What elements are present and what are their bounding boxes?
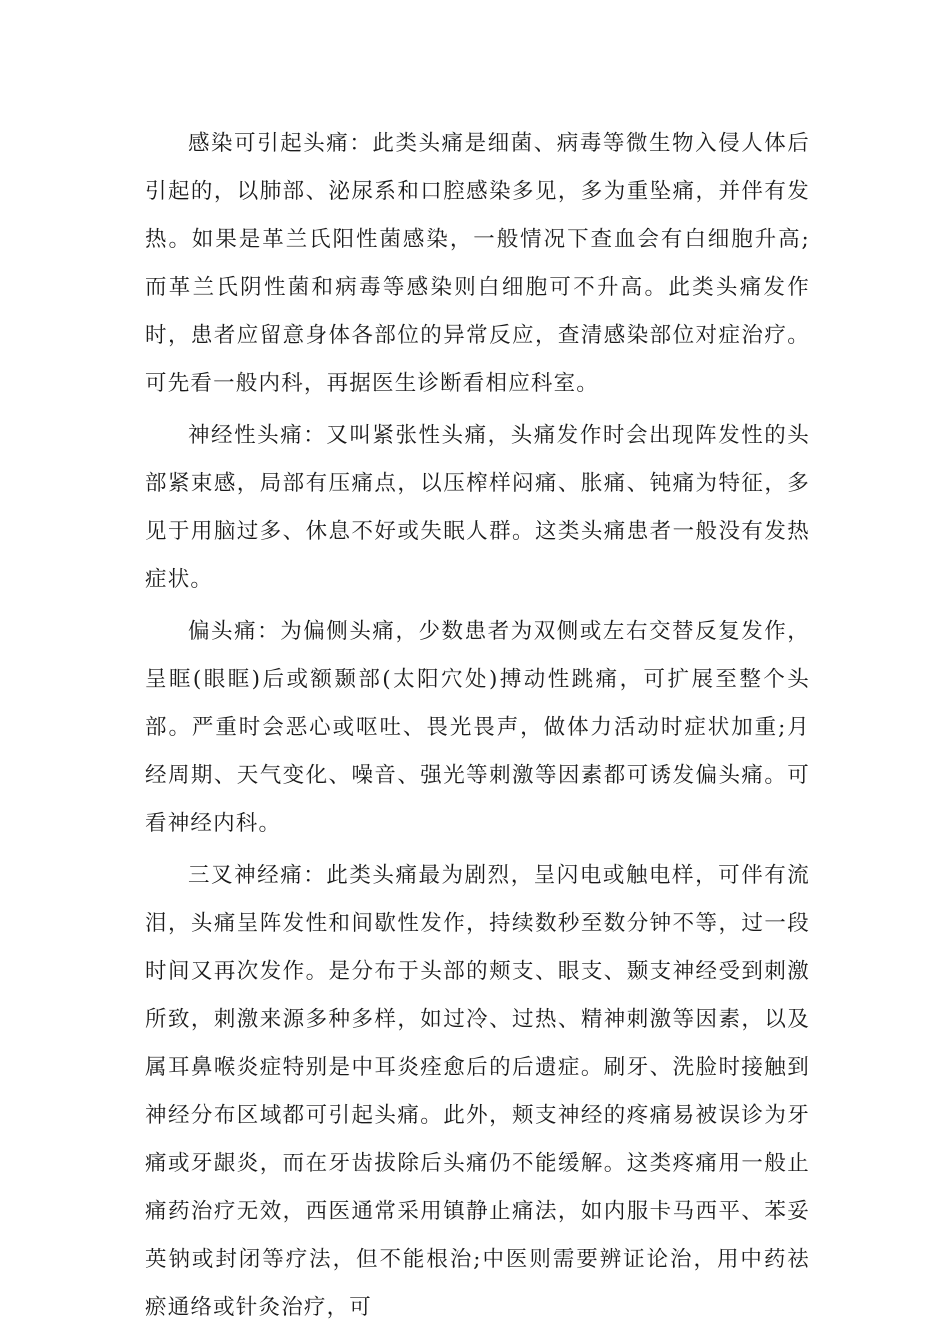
paragraph-migraine: 偏头痛：为偏侧头痛，少数患者为双侧或左右交替反复发作，呈眶(眼眶)后或额颞部(太阳穴处)搏动性跳痛，可扩展至整个头部。严重时会恶心或呕吐、畏光畏声，做体力活动时症状加重;月经周期、天气变化、噪音、强光等刺激等因素都可诱发偏头痛。可看神经内科。 (145, 619, 810, 836)
paragraph-tension-headache: 神经性头痛：又叫紧张性头痛，头痛发作时会出现阵发性的头部紧束感，局部有压痛点，以压榨样闷痛、胀痛、钝痛为特征，多见于用脑过多、休息不好或失眠人群。这类头痛患者一般没有发热症状。 (145, 423, 810, 592)
paragraph-infection-headache: 感染可引起头痛：此类头痛是细菌、病毒等微生物入侵人体后引起的，以肺部、泌尿系和口腔感染多见，多为重坠痛，并伴有发热。如果是革兰氏阳性菌感染，一般情况下查血会有白细胞升高;而革兰氏阴性菌和病毒等感染则白细胞可不升高。此类头痛发作时，患者应留意身体各部位的异常反应，查清感染部位对症治疗。可先看一般内科，再据医生诊断看相应科室。 (145, 131, 810, 396)
paragraph-trigeminal-neuralgia: 三叉神经痛：此类头痛最为剧烈，呈闪电或触电样，可伴有流泪，头痛呈阵发性和间歇性发作，持续数秒至数分钟不等，过一段时间又再次发作。是分布于头部的颊支、眼支、颞支神经受到刺激所致，刺激来源多种多样，如过冷、过热、精神刺激等因素，以及属耳鼻喉炎症特别是中耳炎痊愈后的后遗症。刷牙、洗脸时接触到神经分布区域都可引起头痛。此外，颊支神经的疼痛易被误诊为牙痛或牙龈炎，而在牙齿拔除后头痛仍不能缓解。这类疼痛用一般止痛药治疗无效，西医通常采用镇静止痛法，如内服卡马西平、苯妥英钠或封闭等疗法，但不能根治;中医则需要辨证论治，用中药祛瘀通络或针灸治疗，可 (145, 863, 810, 1320)
document-body (145, 120, 810, 1336)
